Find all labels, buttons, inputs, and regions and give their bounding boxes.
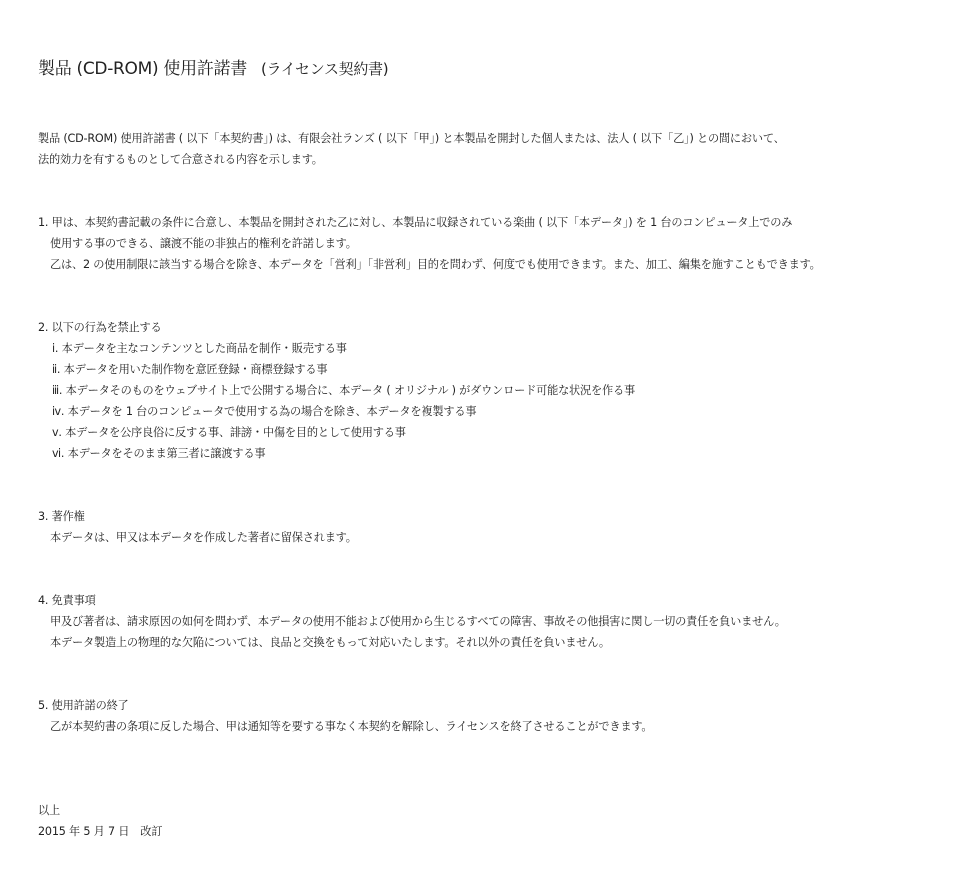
section2-item-5: ⅴ. 本データを公序良俗に反する事、誹謗・中傷を目的として使用する事 xyxy=(52,426,406,439)
section5-line-1: 乙が本契約書の条項に反した場合、甲は通知等を要する事なく本契約を解除し、ライセンスを終了させることができます。 xyxy=(50,720,653,733)
section2-item-4: ⅳ. 本データを 1 台のコンピュータで使用する為の場合を除き、本データを複製する事 xyxy=(52,405,477,418)
section1-line-1: 使用する事のできる、譲渡不能の非独占的権利を許諾します。 xyxy=(50,237,357,250)
section5-heading: 5. 使用許諾の終了 xyxy=(38,699,129,712)
document-title xyxy=(38,57,388,81)
intro-line-1: 製品 (CD-ROM) 使用許諾書 ( 以下「本契約書」) は、有限会社ランズ ( 以下「甲」) と本製品を開封した個人または、法人 ( 以下「乙」) との間において、 xyxy=(38,132,785,145)
section2-item-1: ⅰ. 本データを主なコンテンツとした商品を制作・販売する事 xyxy=(52,342,347,355)
section2-item-2: ⅱ. 本データを用いた制作物を意匠登録・商標登録する事 xyxy=(52,363,328,376)
section2-item-3: ⅲ. 本データそのものをウェブサイト上で公開する場合に、本データ ( オリジナル ) がダウンロード可能な状況を作る事 xyxy=(52,384,635,397)
intro-line-2: 法的効力を有するものとして合意される内容を示します。 xyxy=(38,153,323,166)
section4-line-1: 甲及び著者は、請求原因の如何を問わず、本データの使用不能および使用から生じるすべての障害、事故その他損害に関し一切の責任を負いません。 xyxy=(50,615,786,628)
section1-line-2: 乙は、2 の使用制限に該当する場合を除き、本データを「営利」「非営利」目的を問わず、何度でも使用できます。また、加工、編集を施すこともできます。 xyxy=(50,258,821,271)
section2-heading: 2. 以下の行為を禁止する xyxy=(38,321,162,334)
closing-text: 以上 xyxy=(38,804,60,817)
title-main: 製品 (CD-ROM) 使用許諾書 xyxy=(38,59,247,79)
revision-date: 2015 年 5 月 7 日 改訂 xyxy=(38,825,163,838)
section1-heading: 1. 甲は、本契約書記載の条件に合意し、本製品を開封された乙に対し、本製品に収録されている楽曲 ( 以下「本データ」) を 1 台のコンピュータ上でのみ xyxy=(38,216,793,229)
section4-line-2: 本データ製造上の物理的な欠陥については、良品と交換をもって対応いたします。それ以外の責任を負いません。 xyxy=(50,636,610,649)
section4-heading: 4. 免責事項 xyxy=(38,594,96,607)
section3-heading: 3. 著作権 xyxy=(38,510,85,523)
section2-item-6: ⅵ. 本データをそのまま第三者に譲渡する事 xyxy=(52,447,266,460)
title-subtitle: (ライセンス契約書) xyxy=(260,60,389,78)
section3-line-1: 本データは、甲又は本データを作成した著者に留保されます。 xyxy=(50,531,357,544)
